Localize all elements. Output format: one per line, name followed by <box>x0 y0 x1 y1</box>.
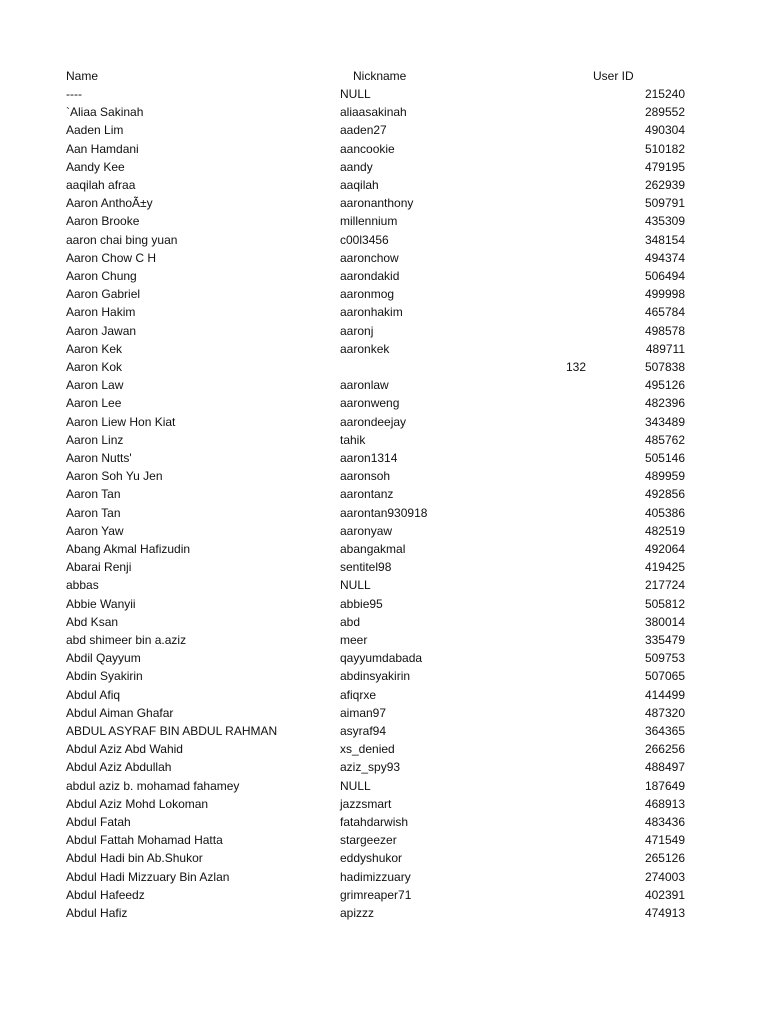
cell-nickname: aaronmog <box>340 287 395 302</box>
cell-user-id: 492856 <box>644 487 685 502</box>
cell-nickname: xs_denied <box>340 742 395 757</box>
table-row <box>0 686 768 704</box>
table-row <box>0 904 768 922</box>
table-row <box>0 576 768 594</box>
cell-user-id: 474913 <box>644 906 685 920</box>
cell-name: aaqilah afraa <box>66 178 136 192</box>
cell-nickname: jazzsmart <box>340 796 392 811</box>
cell-user-id: 274003 <box>644 869 685 884</box>
table-row <box>0 140 768 158</box>
table-row <box>0 704 768 722</box>
cell-name: Aaron Linz <box>66 432 124 447</box>
cell-nickname: aaronj <box>340 323 374 338</box>
table-row <box>0 540 768 558</box>
cell-nickname: abbie95 <box>340 596 383 611</box>
cell-nickname: millennium <box>340 214 398 229</box>
table-row <box>0 121 768 139</box>
cell-nickname: aaron1314 <box>340 451 398 465</box>
cell-name: Abdul Hafeedz <box>66 887 145 902</box>
cell-user-id: 488497 <box>644 760 685 775</box>
cell-user-id: 348154 <box>644 232 685 247</box>
cell-name: Abdul Aziz Abd Wahid <box>66 742 183 757</box>
cell-extra: 132 <box>566 360 587 374</box>
table-row <box>0 394 768 412</box>
cell-user-id: 509753 <box>644 651 685 666</box>
cell-name: Abdul Aziz Mohd Lokoman <box>66 796 209 811</box>
cell-user-id: 506494 <box>644 269 685 283</box>
cell-name: Aaron Law <box>66 378 124 393</box>
table-row <box>0 613 768 631</box>
cell-nickname: aliaasakinah <box>340 105 407 120</box>
cell-nickname: fatahdarwish <box>340 815 409 829</box>
cell-name: Aaron Liew Hon Kiat <box>66 414 176 429</box>
table-row <box>0 358 768 376</box>
cell-name: Aaron Soh Yu Jen <box>66 469 163 484</box>
cell-nickname: aarontanz <box>340 487 394 502</box>
cell-name: Abd Ksan <box>66 614 119 629</box>
header-name: Name <box>66 69 99 83</box>
cell-user-id: 335479 <box>644 633 685 647</box>
table-row <box>0 249 768 267</box>
table-row <box>0 103 768 121</box>
cell-user-id: 505812 <box>644 596 685 611</box>
cell-nickname: asyraf94 <box>340 724 387 738</box>
cell-name: Abdul Aziz Abdullah <box>66 760 172 775</box>
table-row <box>0 194 768 212</box>
cell-name: Aan Hamdani <box>66 141 139 156</box>
cell-nickname: apizzz <box>340 906 375 920</box>
cell-name: `Aliaa Sakinah <box>66 105 144 120</box>
cell-nickname: abdinsyakirin <box>340 669 411 684</box>
cell-nickname: aaden27 <box>340 123 387 138</box>
cell-user-id: 435309 <box>644 214 685 229</box>
cell-nickname: NULL <box>340 578 371 593</box>
table-row <box>0 849 768 867</box>
cell-user-id: 343489 <box>644 414 685 429</box>
table-row <box>0 413 768 431</box>
table-row <box>0 831 768 849</box>
cell-name: Aandy Kee <box>66 159 125 174</box>
table-row <box>0 158 768 176</box>
cell-nickname: aandy <box>340 159 373 174</box>
table-header-row <box>0 67 768 85</box>
cell-user-id: 215240 <box>644 87 685 101</box>
cell-name: Abdul Aiman Ghafar <box>66 705 174 720</box>
cell-name: Abdul Fatah <box>66 815 131 829</box>
cell-user-id: 495126 <box>644 378 685 393</box>
cell-user-id: 479195 <box>644 159 685 174</box>
table-row <box>0 868 768 886</box>
table-row <box>0 595 768 613</box>
cell-name: Aaron Yaw <box>66 523 124 538</box>
cell-nickname: meer <box>340 633 368 647</box>
cell-name: Aaron Chung <box>66 269 137 283</box>
cell-name: Aaron Kok <box>66 360 123 374</box>
cell-name: Aaron Kek <box>66 341 123 356</box>
cell-nickname: afiqrxe <box>340 687 377 702</box>
cell-name: Aaron Tan <box>66 505 121 520</box>
cell-user-id: 217724 <box>644 578 685 593</box>
cell-nickname: stargeezer <box>340 833 397 848</box>
cell-user-id: 494374 <box>644 250 685 265</box>
table-row <box>0 340 768 358</box>
cell-user-id: 265126 <box>644 851 685 866</box>
cell-name: Abdul Fattah Mohamad Hatta <box>66 833 223 848</box>
table-row <box>0 558 768 576</box>
table-row <box>0 231 768 249</box>
cell-name: Aaron Nutts' <box>66 451 132 465</box>
header-nickname: Nickname <box>353 69 407 83</box>
cell-nickname: aaronweng <box>340 396 400 411</box>
cell-nickname: aarondeejay <box>340 414 407 429</box>
cell-nickname: NULL <box>340 778 371 793</box>
table-row <box>0 667 768 685</box>
cell-nickname: hadimizzuary <box>340 869 411 884</box>
table-row <box>0 504 768 522</box>
cell-user-id: 490304 <box>644 123 685 138</box>
cell-user-id: 489711 <box>645 341 685 356</box>
cell-nickname: aarondakid <box>340 269 400 283</box>
cell-nickname: aaronchow <box>340 250 399 265</box>
table-row <box>0 740 768 758</box>
cell-user-id: 499998 <box>644 287 685 302</box>
cell-user-id: 262939 <box>644 178 685 192</box>
cell-nickname: aancookie <box>340 141 395 156</box>
table-row <box>0 795 768 813</box>
cell-name: abdul aziz b. mohamad fahamey <box>66 778 240 793</box>
cell-name: Aaron Jawan <box>66 323 137 338</box>
table-row <box>0 285 768 303</box>
cell-user-id: 471549 <box>644 833 685 848</box>
cell-name: Aaron AnthoÃ±y <box>66 196 153 211</box>
cell-user-id: 483436 <box>644 815 685 829</box>
cell-name: aaron chai bing yuan <box>66 232 178 247</box>
cell-name: Abdul Hadi bin Ab.Shukor <box>66 851 203 866</box>
cell-user-id: 482519 <box>644 523 685 538</box>
table-row <box>0 467 768 485</box>
cell-nickname: abd <box>340 614 361 629</box>
cell-user-id: 507065 <box>644 669 685 684</box>
cell-nickname: NULL <box>340 87 371 101</box>
cell-user-id: 187649 <box>644 778 685 793</box>
cell-user-id: 364365 <box>644 724 685 738</box>
cell-user-id: 510182 <box>644 141 685 156</box>
cell-name: abbas <box>66 578 99 593</box>
cell-user-id: 492064 <box>644 542 685 556</box>
table-row <box>0 522 768 540</box>
table-row <box>0 176 768 194</box>
table-row <box>0 485 768 503</box>
table-row <box>0 267 768 285</box>
cell-user-id: 482396 <box>644 396 685 411</box>
cell-name: Aaron Hakim <box>66 305 136 320</box>
cell-user-id: 468913 <box>644 796 685 811</box>
table-row <box>0 886 768 904</box>
cell-nickname: aaronlaw <box>340 378 389 393</box>
cell-user-id: 505146 <box>644 451 685 465</box>
cell-nickname: sentitel98 <box>340 560 392 575</box>
table-row <box>0 303 768 321</box>
cell-name: Aaron Gabriel <box>66 287 141 302</box>
table-row <box>0 631 768 649</box>
cell-name: Abdil Qayyum <box>66 651 141 666</box>
table-row <box>0 431 768 449</box>
table-row <box>0 212 768 230</box>
cell-name: Aaron Tan <box>66 487 121 502</box>
table-row <box>0 85 768 103</box>
cell-name: Abdul Hafiz <box>66 906 128 920</box>
cell-user-id: 405386 <box>644 505 685 520</box>
table-row <box>0 376 768 394</box>
cell-name: Aaron Chow C H <box>66 250 157 265</box>
cell-user-id: 487320 <box>644 705 685 720</box>
cell-nickname: aarontan930918 <box>340 505 428 520</box>
table-row <box>0 777 768 795</box>
cell-name: Aaron Brooke <box>66 214 140 229</box>
cell-user-id: 414499 <box>644 687 685 702</box>
cell-user-id: 419425 <box>644 560 685 575</box>
cell-name: Abarai Renji <box>66 560 132 575</box>
table-row <box>0 322 768 340</box>
cell-nickname: tahik <box>340 432 366 447</box>
cell-name: Abdul Afiq <box>66 687 121 702</box>
cell-nickname: c00l3456 <box>340 232 389 247</box>
table-row <box>0 649 768 667</box>
cell-nickname: eddyshukor <box>340 851 403 866</box>
cell-nickname: aaronkek <box>340 341 390 356</box>
cell-nickname: aaronanthony <box>340 196 414 211</box>
table-row <box>0 449 768 467</box>
cell-user-id: 509791 <box>644 196 685 211</box>
cell-user-id: 507838 <box>644 360 685 374</box>
cell-name: abd shimeer bin a.aziz <box>66 633 187 647</box>
header-user-id: User ID <box>593 69 634 83</box>
cell-nickname: aaronhakim <box>340 305 403 320</box>
cell-nickname: aiman97 <box>340 705 387 720</box>
cell-name: Abdin Syakirin <box>66 669 143 684</box>
cell-user-id: 402391 <box>644 887 685 902</box>
cell-user-id: 266256 <box>644 742 685 757</box>
cell-nickname: aziz_spy93 <box>340 760 401 775</box>
cell-user-id: 380014 <box>644 614 685 629</box>
cell-name: Abbie Wanyii <box>66 596 136 611</box>
cell-user-id: 485762 <box>644 432 685 447</box>
table-row <box>0 758 768 776</box>
table-row <box>0 813 768 831</box>
cell-user-id: 498578 <box>644 323 685 338</box>
cell-user-id: 489959 <box>644 469 685 484</box>
cell-user-id: 465784 <box>644 305 685 320</box>
cell-name: Abdul Hadi Mizzuary Bin Azlan <box>66 869 230 884</box>
cell-nickname: qayyumdabada <box>340 651 423 666</box>
cell-name: Aaron Lee <box>66 396 122 411</box>
cell-nickname: aaronyaw <box>340 523 393 538</box>
table-row <box>0 722 768 740</box>
cell-name: ABDUL ASYRAF BIN ABDUL RAHMAN <box>66 724 278 738</box>
cell-name: Abang Akmal Hafizudin <box>66 542 191 556</box>
cell-name: ---- <box>66 87 82 101</box>
cell-nickname: abangakmal <box>340 542 406 556</box>
cell-name: Aaden Lim <box>66 123 124 138</box>
cell-nickname: grimreaper71 <box>340 887 412 902</box>
cell-nickname: aaqilah <box>340 178 379 192</box>
cell-nickname: aaronsoh <box>340 469 391 484</box>
cell-user-id: 289552 <box>644 105 685 120</box>
